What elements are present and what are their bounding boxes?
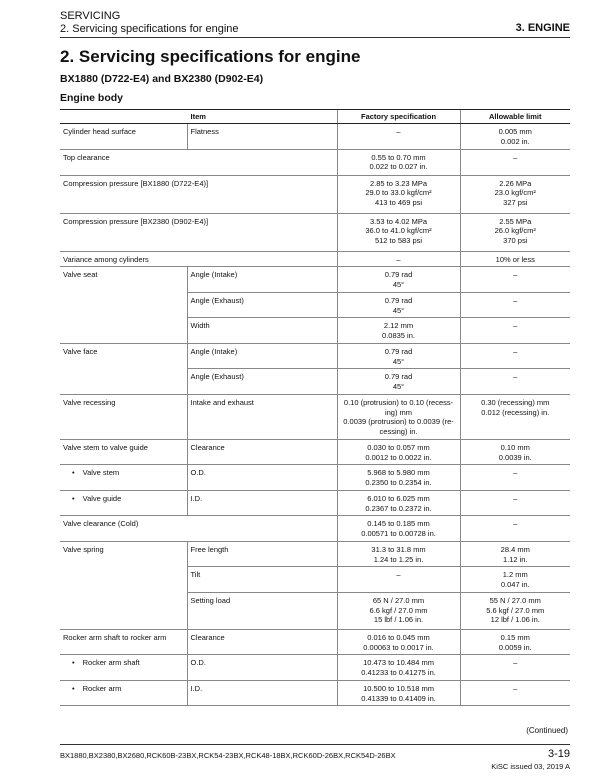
- limit-cell: [460, 439, 570, 465]
- factory-value: 10.500 to 10.518 mm: [363, 683, 434, 693]
- header-item: Item: [60, 110, 337, 124]
- bullet-icon: •: [72, 468, 75, 478]
- table-row: [60, 213, 570, 251]
- limit-value: 0.15 mm: [500, 632, 530, 642]
- item-label: Variance among cylinders: [63, 254, 149, 264]
- subitem-cell: Intake and exhaust: [187, 394, 337, 439]
- limit-value: 0.0059 in.: [498, 642, 532, 652]
- factory-value: 65 N / 27.0 mm: [372, 595, 425, 605]
- footer-divider: [60, 744, 570, 745]
- factory-value: 31.3 to 31.8 mm: [371, 544, 426, 554]
- header-chapter: 3. ENGINE: [515, 22, 570, 34]
- factory-cell: [337, 490, 460, 516]
- limit-value: 0.002 in.: [500, 136, 530, 146]
- factory-value: 0.0012 to 0.0022 in.: [365, 452, 432, 462]
- limit-value: 1.12 in.: [502, 554, 528, 564]
- factory-value: 3.53 to 4.02 MPa: [369, 216, 428, 226]
- factory-value: 512 to 583 psi: [374, 236, 423, 245]
- factory-value: 0.41339 to 0.41409 in.: [361, 693, 436, 703]
- limit-value: –: [513, 683, 518, 693]
- page-number: 3-19: [547, 748, 570, 760]
- factory-cell: [337, 541, 460, 567]
- subitem-cell: Clearance: [187, 629, 337, 655]
- limit-value: 327 psi: [503, 198, 528, 207]
- limit-value: –: [513, 493, 518, 503]
- limit-cell: [460, 318, 570, 344]
- header-subsection: 2. Servicing specifications for engine: [60, 23, 239, 35]
- limit-value: 23.0 kgf/cm²: [494, 188, 536, 198]
- limit-value: –: [513, 321, 518, 331]
- table-row: [60, 343, 570, 369]
- factory-value: 45°: [392, 356, 405, 366]
- table-row: [60, 149, 570, 175]
- limit-value: 2.55 MPa: [499, 216, 532, 226]
- limit-value: –: [513, 295, 518, 305]
- factory-cell: [337, 175, 460, 213]
- subitem-cell: Angle (Intake): [187, 267, 337, 293]
- factory-value: –: [396, 127, 401, 136]
- table-row: [60, 629, 570, 655]
- item-cell: [60, 149, 337, 175]
- limit-cell: [460, 567, 570, 593]
- item-cell: [60, 439, 187, 465]
- item-cell: [60, 394, 187, 439]
- limit-value: 0.30 (recessing) mm: [481, 397, 550, 407]
- subitem-cell: Clearance: [187, 439, 337, 465]
- factory-value: 10.473 to 10.484 mm: [363, 658, 434, 668]
- table-row: [60, 124, 570, 150]
- header-divider: [60, 37, 570, 38]
- factory-value: 0.2350 to 0.2354 in.: [365, 478, 432, 487]
- limit-value: –: [513, 519, 518, 529]
- factory-value: 2.12 mm: [383, 321, 414, 331]
- factory-value: 0.79 rad: [384, 295, 413, 305]
- factory-value: 45°: [392, 305, 405, 315]
- table-row: [60, 394, 570, 439]
- spec-table: [60, 109, 570, 706]
- section-title: Engine body: [60, 92, 123, 104]
- limit-cell: [460, 149, 570, 175]
- item-cell: [60, 465, 187, 491]
- bullet-icon: •: [72, 658, 75, 668]
- table-row: [60, 490, 570, 516]
- header-limit: Allowable limit: [460, 110, 570, 124]
- table-row: [60, 267, 570, 293]
- factory-value: 0.79 rad: [384, 346, 413, 356]
- item-label: Rocker arm: [82, 683, 122, 693]
- limit-cell: [460, 343, 570, 369]
- factory-cell: [337, 592, 460, 629]
- factory-value: 5.968 to 5.980 mm: [367, 468, 430, 478]
- subitem-cell: Angle (Intake): [187, 343, 337, 369]
- limit-cell: [460, 592, 570, 629]
- factory-cell: [337, 516, 460, 542]
- factory-value: ing) mm: [384, 407, 413, 417]
- limit-cell: [460, 541, 570, 567]
- page-title: 2. Servicing specifications for engine: [60, 47, 361, 66]
- limit-value: –: [513, 658, 518, 668]
- limit-cell: [460, 680, 570, 706]
- factory-cell: [337, 655, 460, 681]
- limit-value: 0.10 mm: [500, 442, 530, 452]
- subitem-cell: Width: [187, 318, 337, 344]
- item-cell: [60, 629, 187, 655]
- item-cell: [60, 124, 187, 150]
- limit-cell: [460, 175, 570, 213]
- item-label: Valve spring: [63, 544, 104, 554]
- factory-value: 0.016 to 0.045 mm: [367, 632, 430, 642]
- factory-value: 2.85 to 3.23 MPa: [369, 178, 428, 188]
- table-row: [60, 439, 570, 465]
- factory-value: 0.00063 to 0.0017 in.: [363, 642, 434, 652]
- item-cell: [60, 655, 187, 681]
- table-row: [60, 541, 570, 567]
- subitem-cell: Free length: [187, 541, 337, 567]
- factory-value: –: [396, 570, 401, 580]
- item-label: Rocker arm shaft: [82, 658, 140, 668]
- item-label: Valve face: [63, 346, 98, 356]
- subitem-cell: Tilt: [187, 567, 337, 593]
- factory-value: 0.55 to 0.70 mm: [371, 152, 426, 162]
- table-row: [60, 516, 570, 542]
- limit-value: –: [513, 346, 518, 356]
- subitem-cell: O.D.: [187, 655, 337, 681]
- table-row: [60, 251, 570, 267]
- limit-cell: [460, 655, 570, 681]
- factory-cell: [337, 251, 460, 267]
- factory-cell: [337, 124, 460, 150]
- factory-cell: [337, 394, 460, 439]
- continued-label: (Continued): [526, 726, 568, 735]
- limit-cell: [460, 465, 570, 491]
- limit-value: 370 psi: [503, 236, 528, 245]
- factory-value: 0.2367 to 0.2372 in.: [365, 503, 432, 513]
- limit-value: 0.005 mm: [498, 127, 532, 136]
- item-label: Valve stem: [82, 468, 120, 478]
- factory-value: 0.0039 (protrusion) to 0.0039 (re-: [343, 417, 454, 427]
- factory-value: 45°: [392, 382, 405, 391]
- limit-cell: [460, 124, 570, 150]
- factory-cell: [337, 267, 460, 293]
- item-label: Cylinder head surface: [63, 127, 136, 136]
- spec-table-body: [60, 124, 570, 706]
- limit-value: 26.0 kgf/cm²: [494, 226, 536, 236]
- factory-value: 0.79 rad: [384, 372, 413, 382]
- limit-value: 2.26 MPa: [499, 178, 532, 188]
- limit-value: –: [513, 468, 518, 478]
- item-cell: [60, 343, 187, 394]
- table-row: [60, 465, 570, 491]
- issue-info: KiSC issued 03, 2019 A: [491, 762, 570, 771]
- subitem-cell: I.D.: [187, 490, 337, 516]
- item-cell: [60, 490, 187, 516]
- model-subtitle: BX1880 (D722-E4) and BX2380 (D902-E4): [60, 73, 264, 85]
- factory-value: 0.00571 to 0.00728 in.: [361, 529, 436, 538]
- bullet-icon: •: [72, 493, 75, 503]
- factory-value: 0.41233 to 0.41275 in.: [361, 668, 436, 677]
- limit-cell: [460, 213, 570, 251]
- item-cell: [60, 680, 187, 706]
- limit-cell: [460, 629, 570, 655]
- limit-cell: [460, 251, 570, 267]
- subitem-cell: O.D.: [187, 465, 337, 491]
- subitem-cell: I.D.: [187, 680, 337, 706]
- factory-value: cessing) in.: [379, 427, 418, 436]
- factory-value: 413 to 469 psi: [374, 198, 423, 207]
- limit-cell: [460, 516, 570, 542]
- factory-value: 36.0 to 41.0 kgf/cm²: [365, 226, 432, 236]
- factory-cell: [337, 465, 460, 491]
- factory-cell: [337, 213, 460, 251]
- factory-cell: [337, 149, 460, 175]
- factory-value: 0.10 (protrusion) to 0.10 (recess-: [343, 397, 454, 407]
- limit-cell: [460, 490, 570, 516]
- factory-cell: [337, 629, 460, 655]
- item-cell: [60, 541, 187, 629]
- factory-value: 0.145 to 0.185 mm: [367, 519, 430, 529]
- item-cell: [60, 267, 187, 344]
- item-cell: [60, 213, 337, 251]
- limit-value: –: [513, 372, 518, 382]
- factory-cell: [337, 343, 460, 369]
- limit-value: 1.2 mm: [502, 570, 528, 580]
- limit-value: –: [513, 152, 518, 162]
- header-factory: Factory specification: [337, 110, 460, 124]
- limit-value: 0.012 (recessing) in.: [481, 407, 550, 417]
- item-label: Valve guide: [82, 493, 122, 503]
- item-label: Valve seat: [63, 270, 98, 280]
- factory-cell: [337, 567, 460, 593]
- item-cell: [60, 251, 337, 267]
- subitem-cell: Angle (Exhaust): [187, 292, 337, 318]
- item-label: Valve recessing: [63, 397, 116, 407]
- limit-cell: [460, 267, 570, 293]
- limit-cell: [460, 394, 570, 439]
- item-label: Compression pressure [BX2380 (D902-E4)]: [63, 216, 209, 226]
- item-label: Valve stem to valve guide: [63, 442, 148, 452]
- factory-value: 29.0 to 33.0 kgf/cm²: [365, 188, 432, 198]
- item-cell: [60, 175, 337, 213]
- limit-cell: [460, 292, 570, 318]
- subitem-cell: Angle (Exhaust): [187, 369, 337, 395]
- factory-cell: [337, 369, 460, 395]
- limit-value: 0.0039 in.: [498, 452, 532, 462]
- limit-value: 28.4 mm: [500, 544, 530, 554]
- limit-cell: [460, 369, 570, 395]
- item-label: Rocker arm shaft to rocker arm: [63, 632, 167, 642]
- item-label: Top clearance: [63, 152, 110, 162]
- factory-value: 6.6 kgf / 27.0 mm: [369, 605, 428, 615]
- limit-value: 55 N / 27.0 mm: [489, 595, 541, 605]
- factory-value: 1.24 to 1.25 in.: [373, 554, 424, 564]
- factory-value: 0.0835 in.: [382, 331, 415, 340]
- item-cell: [60, 516, 337, 542]
- limit-value: 0.047 in.: [500, 580, 530, 589]
- factory-cell: [337, 292, 460, 318]
- factory-value: 0.022 to 0.027 in.: [369, 162, 428, 172]
- bullet-icon: •: [72, 683, 75, 693]
- footer-models: BX1880,BX2380,BX2680,RCK60B-23BX,RCK54-23BX,RCK48-18BX,RCK60D-26BX,RCK54D-26BX: [60, 751, 396, 760]
- table-header-row: [60, 110, 570, 124]
- limit-value: –: [513, 270, 518, 280]
- limit-value: 5.6 kgf / 27.0 mm: [486, 605, 545, 615]
- table-row: [60, 175, 570, 213]
- item-label: Valve clearance (Cold): [63, 519, 139, 529]
- item-label: Compression pressure [BX1880 (D722-E4)]: [63, 178, 209, 188]
- factory-cell: [337, 680, 460, 706]
- factory-value: 0.030 to 0.057 mm: [367, 442, 430, 452]
- limit-value: 12 lbf / 1.06 in.: [490, 615, 540, 625]
- table-row: [60, 655, 570, 681]
- factory-value: 15 lbf / 1.06 in.: [373, 615, 424, 625]
- factory-value: 45°: [392, 280, 405, 289]
- factory-cell: [337, 318, 460, 344]
- factory-value: 6.010 to 6.025 mm: [367, 493, 430, 503]
- table-row: [60, 680, 570, 706]
- factory-value: 0.79 rad: [384, 270, 413, 280]
- header-section: SERVICING: [60, 10, 121, 22]
- subitem-cell: Flatness: [187, 124, 337, 150]
- limit-value: 10% or less: [495, 254, 535, 264]
- subitem-cell: Setting load: [187, 592, 337, 629]
- factory-value: –: [396, 254, 401, 264]
- factory-cell: [337, 439, 460, 465]
